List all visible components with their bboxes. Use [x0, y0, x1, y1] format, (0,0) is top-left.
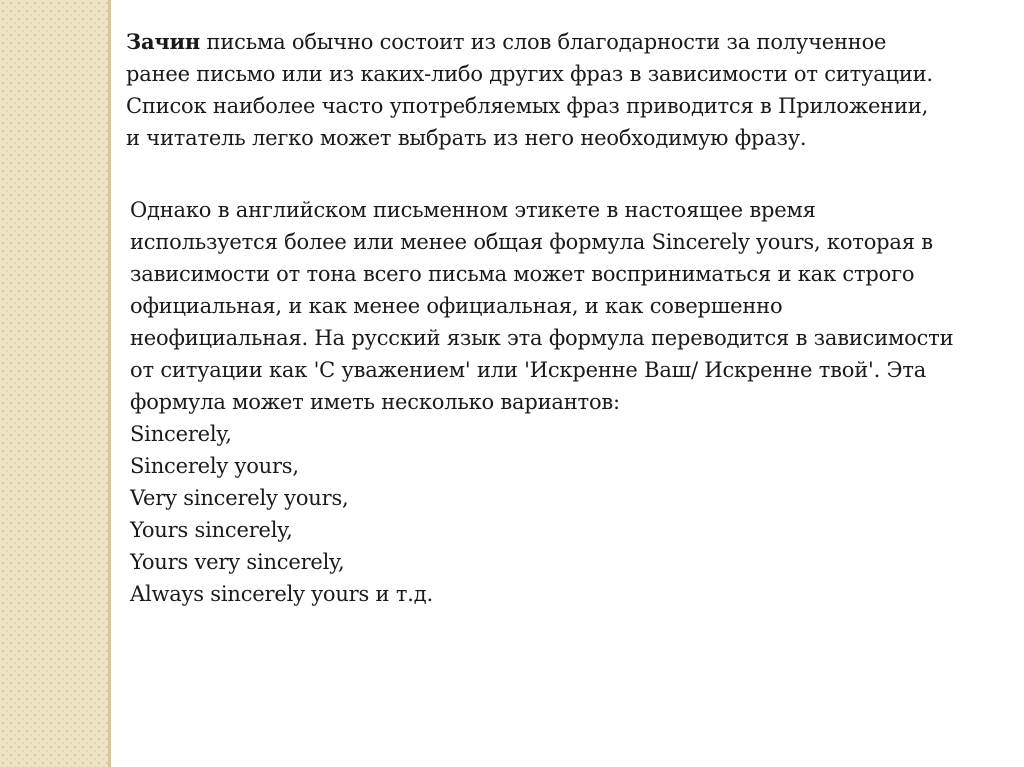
variant-item: Yours sincerely, — [130, 518, 293, 542]
paragraph-intro-text: письма обычно состоит из слов благодарности за полученное ранее письмо или из каких-либо других фраз в зависимости от ситуации. Список наиболее часто употребляемых фраз приводится в Приложении, и читатель легко может выбрать из него необходимую фразу. — [126, 30, 933, 150]
variant-item: Yours very sincerely, — [130, 550, 345, 574]
paragraph-formula — [130, 194, 960, 610]
paragraph-intro — [126, 26, 946, 154]
decorative-side-band — [0, 0, 108, 767]
variant-item: Always sincerely yours и т.д. — [130, 582, 433, 606]
variant-item: Very sincerely yours, — [130, 486, 349, 510]
paragraph-formula-text: Однако в английском письменном этикете в настоящее время используется более или менее общая формула Sincerely yours, которая в зависимости от тона всего письма может восприниматься и как строго официальная, и как менее официальная, и как совершенно неофициальная. На русский язык эта формула переводится в зависимости от ситуации как 'С уважением' или 'Искренне Ваш/ Искренне твой'. Эта формула может иметь несколько вариантов: — [130, 198, 954, 414]
variants-list — [130, 418, 960, 610]
variant-item: Sincerely, — [130, 422, 232, 446]
paragraph-lead-word: Зачин — [126, 29, 201, 54]
side-divider — [108, 0, 111, 767]
variant-item: Sincerely yours, — [130, 454, 299, 478]
